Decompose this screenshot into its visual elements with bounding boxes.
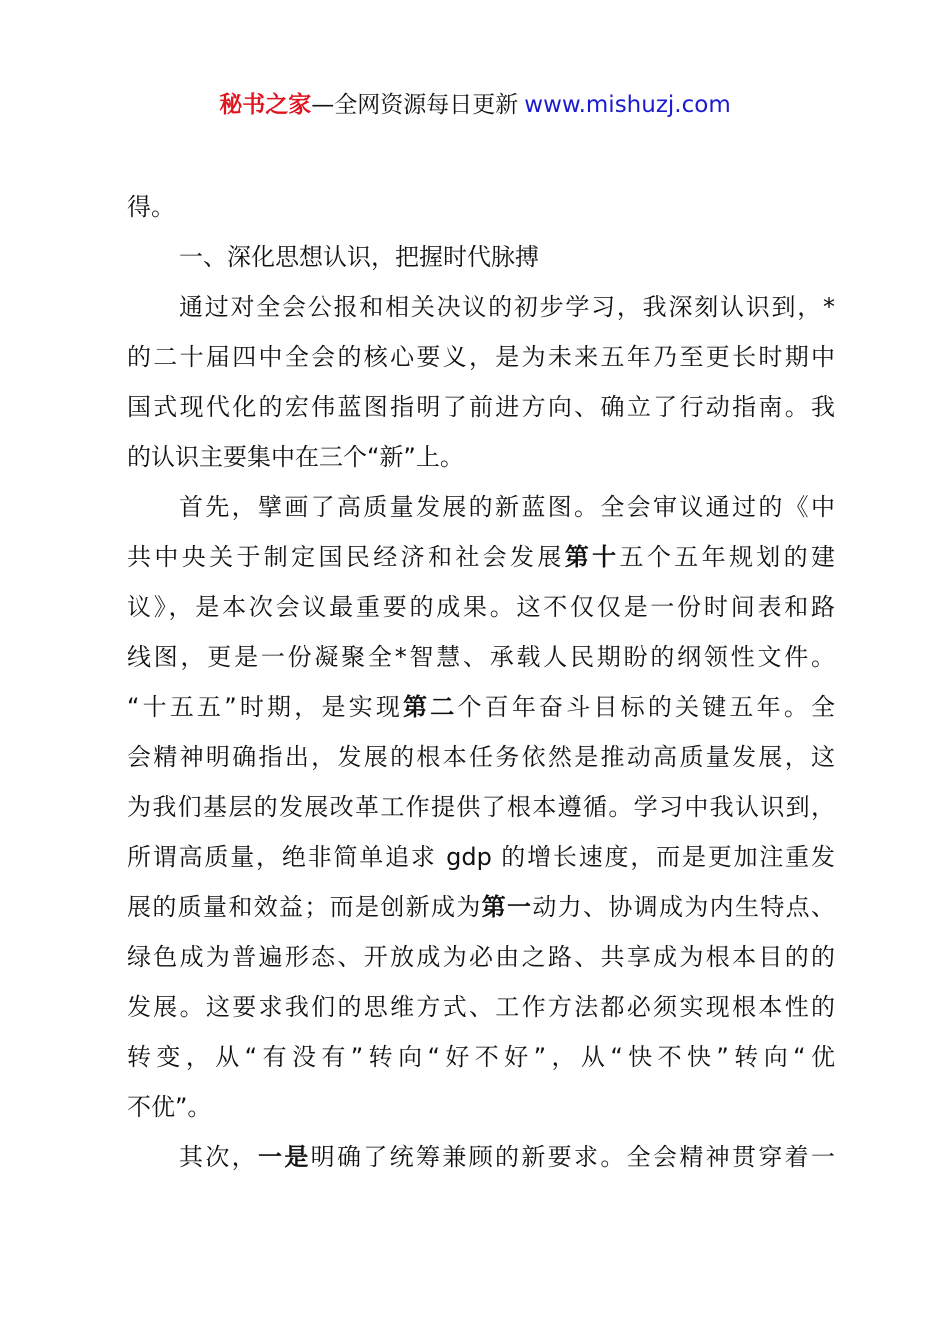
text-line: 首先，擘画了高质量发展的新蓝图。全会审议通过的《中 <box>179 493 835 521</box>
text-line: 所谓高质量，绝非简单追求 gdp 的增长速度，而是更加注重发 <box>127 843 835 871</box>
text-line: 议》，是本次会议最重要的成果。这不仅仅是一份时间表和路 <box>127 593 835 621</box>
text-line: 线图，更是一份凝聚全*智慧、承载人民期盼的纲领性文件。 <box>127 643 835 671</box>
brand-name: 秘书之家 <box>219 92 312 118</box>
section-heading: 一、深化思想认识，把握时代脉搏 <box>179 243 539 271</box>
text-line: 为我们基层的发展改革工作提供了根本遵循。学习中我认识到， <box>127 793 835 821</box>
text-line: 的认识主要集中在三个“新”上。 <box>127 443 464 471</box>
text-line: 绿色成为普遍形态、开放成为必由之路、共享成为根本目的的 <box>127 943 835 971</box>
text-line: 通过对全会公报和相关决议的初步学习，我深刻认识到，* <box>179 293 835 321</box>
text-line: 得。 <box>127 193 175 221</box>
text-line: 展的质量和效益；而是创新成为第一动力、协调成为内生特点、 <box>127 893 835 921</box>
page-header <box>0 88 950 122</box>
text-line: 会精神明确指出，发展的根本任务依然是推动高质量发展，这 <box>127 743 835 771</box>
text-line: 共中央关于制定国民经济和社会发展第十五个五年规划的建 <box>127 543 835 571</box>
header-tagline: —全网资源每日更新 <box>311 92 519 118</box>
text-line: 的二十届四中全会的核心要义，是为未来五年乃至更长时期中 <box>127 343 835 371</box>
text-line: 发展。这要求我们的思维方式、工作方法都必须实现根本性的 <box>127 993 835 1021</box>
text-line: 不优”。 <box>127 1093 212 1121</box>
text-line: 其次，一是明确了统筹兼顾的新要求。全会精神贯穿着一 <box>179 1143 835 1171</box>
text-line: “十五五”时期，是实现第二个百年奋斗目标的关键五年。全 <box>127 693 835 721</box>
document-body <box>127 182 835 1182</box>
website-link[interactable]: www.mishuzj.com <box>524 92 731 118</box>
text-line: 国式现代化的宏伟蓝图指明了前进方向、确立了行动指南。我 <box>127 393 835 421</box>
text-line: 转变，从“有没有”转向“好不好”，从“快不快”转向“优 <box>127 1043 835 1071</box>
